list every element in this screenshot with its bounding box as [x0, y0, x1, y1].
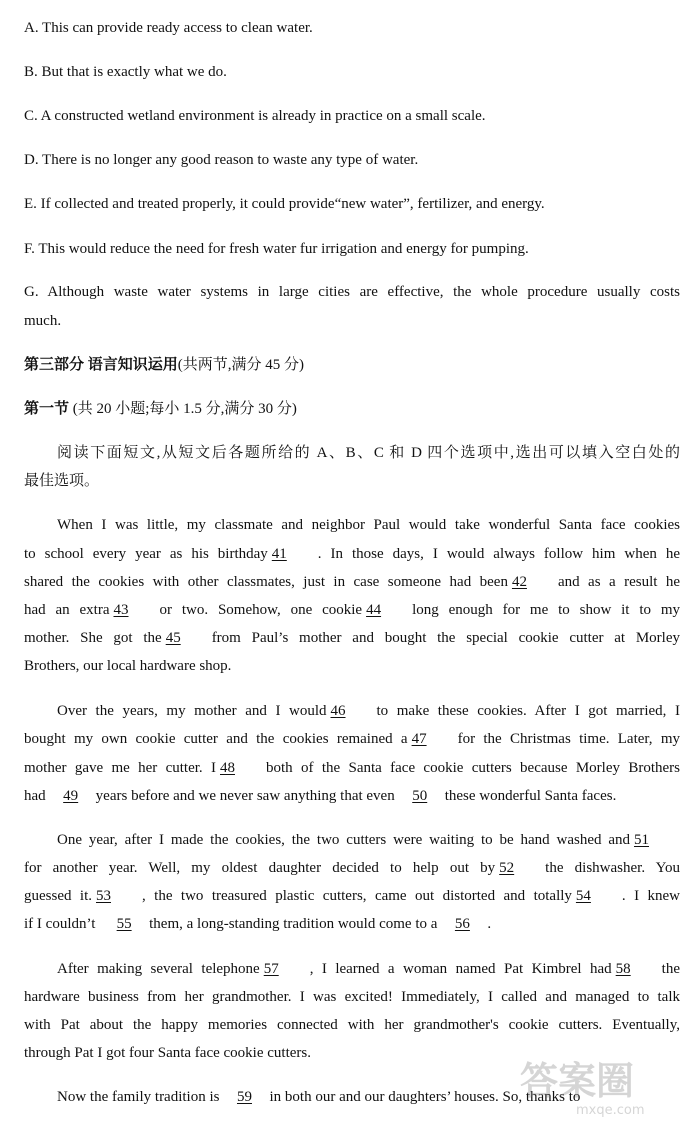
watermark-text: 答案圈 — [520, 1059, 635, 1103]
p1-line-3 — [24, 572, 680, 592]
text-run: from Paul’s mother and bought the special cookie cutter at Morley — [211, 630, 680, 646]
p2-line-3 — [24, 758, 680, 778]
blank-41: 41 — [271, 546, 287, 562]
text-run: , I learned a woman named Pat Kimbrel had — [309, 961, 612, 977]
blank-44: 44 — [366, 602, 382, 618]
text-run: shared the cookies with other classmates, just in case someone had been — [24, 574, 508, 590]
p4-line-2: hardware business from her grandmother. I was excited! Immediately, I called and managed to talk — [24, 989, 680, 1005]
part3-heading-rest: (共两节,满分 45 分) — [177, 357, 305, 373]
instruction-line-1: 阅读下面短文,从短文后各题所给的 A、B、C 和 D 四个选项中,选出可以填入空白处的 — [57, 445, 680, 461]
text-run: to school every year as his birthday — [24, 546, 268, 562]
text-run: mother gave me her cutter. I — [24, 760, 216, 776]
text-run: mother. She got the — [24, 630, 162, 646]
p3-line-1 — [57, 830, 680, 850]
blank-52: 52 — [499, 860, 515, 876]
option-g-cont: much. — [24, 313, 62, 329]
text-run: these wonderful Santa faces. — [444, 788, 617, 804]
text-run: One year, after I made the cookies, the two cutters were waiting to be hand washed and — [57, 832, 630, 848]
text-run: , the two treasured plastic cutters, came out distorted and totally — [142, 888, 572, 904]
blank-54: 54 — [575, 888, 591, 904]
section1-heading-bold: 第一节 — [24, 401, 70, 417]
p3-line-3 — [24, 886, 680, 906]
text-run: the — [661, 961, 680, 977]
text-run: them, a long-standing tradition would come to a — [149, 916, 438, 932]
text-run: . I knew — [621, 888, 680, 904]
text-run: . — [487, 916, 492, 932]
text-run: long enough for me to show it to my — [412, 602, 680, 618]
blank-56: 56 — [454, 916, 470, 932]
text-run: in both our and our daughters’ houses. So, thanks to — [269, 1089, 581, 1105]
text-run: Over the years, my mother and I would — [57, 703, 327, 719]
blank-57: 57 — [263, 961, 279, 977]
blank-48: 48 — [220, 760, 235, 776]
text-run: for another year. Well, my oldest daughter decided to help out by — [24, 860, 496, 876]
blank-59: 59 — [236, 1089, 252, 1105]
part3-heading — [24, 355, 680, 375]
instruction-line-2: 最佳选项。 — [24, 473, 100, 489]
blank-45: 45 — [165, 630, 181, 646]
blank-51: 51 — [634, 832, 649, 848]
p4-line-1 — [57, 959, 680, 979]
p4-line-4: through Pat I got four Santa face cookie cutters. — [24, 1045, 311, 1061]
p1-line-4 — [24, 600, 680, 620]
watermark-logo — [516, 1048, 686, 1118]
option-e: E. If collected and treated properly, it could provide“new water”, fertilizer, and energy. — [24, 196, 545, 212]
text-run: had — [24, 788, 46, 804]
blank-43: 43 — [113, 602, 129, 618]
blank-58: 58 — [615, 961, 631, 977]
text-run: the dishwasher. You — [545, 860, 680, 876]
part3-heading-bold: 第三部分 语言知识运用 — [24, 357, 178, 373]
option-f: F. This would reduce the need for fresh water fur irrigation and energy for pumping. — [24, 241, 529, 257]
blank-46: 46 — [330, 703, 346, 719]
option-b: B. But that is exactly what we do. — [24, 64, 227, 80]
text-run: . In those days, I would always follow him when he — [317, 546, 680, 562]
text-run: if I couldn’t — [24, 916, 100, 932]
p2-line-4 — [24, 786, 680, 806]
p3-line-4 — [24, 914, 680, 934]
option-d: D. There is no longer any good reason to waste any type of water. — [24, 152, 419, 168]
blank-53: 53 — [96, 888, 111, 904]
text-run: or two. Somehow, one cookie — [159, 602, 363, 618]
text-run: guessed it. — [24, 888, 92, 904]
text-run: After making several telephone — [57, 961, 260, 977]
p2-line-1 — [57, 701, 680, 721]
blank-50: 50 — [412, 788, 428, 804]
text-run: for the Christmas time. Later, my — [457, 731, 680, 747]
text-run: bought my own cookie cutter and the cookies remained a — [24, 731, 408, 747]
text-run: Now the family tradition is — [57, 1089, 220, 1105]
text-run: had an extra — [24, 602, 110, 618]
p1-line-5 — [24, 628, 680, 648]
watermark-url: mxqe.com — [576, 1103, 645, 1118]
blank-55: 55 — [116, 916, 132, 932]
option-a: A. This can provide ready access to clean water. — [24, 20, 313, 36]
blank-42: 42 — [511, 574, 527, 590]
blank-49: 49 — [63, 788, 79, 804]
p2-line-2 — [24, 729, 680, 749]
text-run: to make these cookies. After I got married, I — [376, 703, 680, 719]
text-run: both of the Santa face cookie cutters because Morley Brothers — [266, 760, 680, 776]
blank-47: 47 — [411, 731, 427, 747]
section1-heading-rest: (共 20 小题;每小 1.5 分,满分 30 分) — [69, 401, 297, 417]
p1-line-6: Brothers, our local hardware shop. — [24, 658, 232, 674]
p1-line-2 — [24, 544, 680, 564]
p1-line-1: When I was little, my classmate and neighbor Paul would take wonderful Santa face cookies — [57, 517, 680, 533]
option-c: C. A constructed wetland environment is already in practice on a small scale. — [24, 108, 486, 124]
text-run: and as a result he — [557, 574, 681, 590]
p3-line-2 — [24, 858, 680, 878]
text-run: years before and we never saw anything that even — [95, 788, 395, 804]
option-g: G. Although waste water systems in large cities are effective, the whole procedure usually costs — [24, 284, 680, 300]
p4-line-3: with Pat about the happy memories connected with her grandmother's cookie cutters. Eventually, — [24, 1017, 680, 1033]
section1-heading — [24, 399, 680, 419]
